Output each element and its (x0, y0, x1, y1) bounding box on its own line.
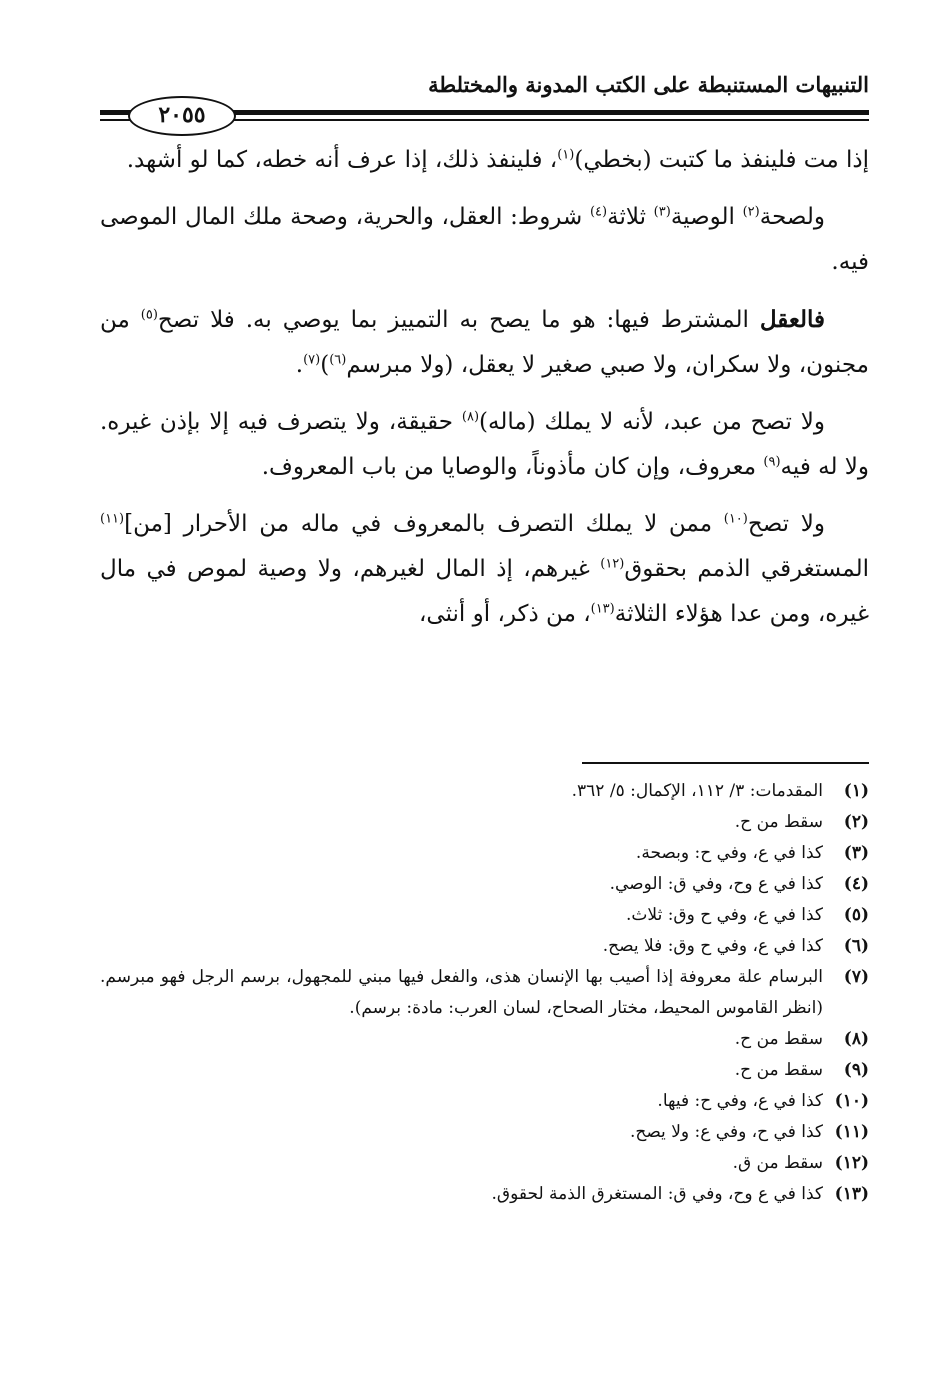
footnote-number: (٣) (843, 843, 869, 863)
footnote-11 (100, 1117, 869, 1148)
footnote-number: (١٠) (834, 1091, 869, 1111)
footnote-number: (١) (843, 781, 869, 801)
text-run: ولا تصح (747, 511, 825, 537)
footnote-5 (100, 900, 869, 931)
footnote-number: (٤) (843, 874, 869, 894)
footnote-ref-7: (٧) (303, 352, 321, 368)
running-title: التنبيهات المستنبطة على الكتب المدونة والمختلطة (428, 72, 869, 97)
text-run: معروف، وإن كان مأذوناً، والوصايا من باب المعروف. (261, 454, 764, 480)
text-run: الوصية (670, 204, 743, 230)
footnote-number: (٧) (843, 967, 869, 987)
footnote-13 (100, 1179, 869, 1210)
footnote-ref-13: (١٣) (590, 601, 615, 617)
footnote-6 (100, 931, 869, 962)
footnote-text: كذا في ع، وفي ح: فيها. (657, 1091, 823, 1111)
text-run: إذا مت فلينفذ ما كتبت (بخطي) (574, 147, 869, 173)
paragraph-5 (100, 502, 869, 637)
footnote-ref-1: (١) (557, 147, 575, 163)
footnote-text: سقط من ح. (734, 812, 823, 832)
footnote-ref-4: (٤) (589, 204, 608, 220)
footnote-text: سقط من ح. (734, 1029, 823, 1049)
text-run: حقيقة، ولا يتصرف فيه إلا بإذن غيره. ولا له فيه (100, 409, 869, 480)
footnote-text: كذا في ع، وفي ح وق: ثلاث. (626, 905, 823, 925)
footnote-text: سقط من ح. (734, 1060, 823, 1080)
lead-word: فالعقل (759, 306, 825, 333)
page-number: ٢٠٥٥ (128, 96, 236, 136)
footnote-ref-2: (٢) (742, 204, 760, 220)
footnote-separator (582, 762, 869, 764)
text-run: ولا تصح من عبد، لأنه لا يملك (ماله) (479, 409, 825, 435)
footnote-ref-9: (٩) (763, 454, 781, 470)
footnotes (100, 776, 869, 1210)
footnote-text: البرسام علة معروفة إذا أصيب بها الإنسان هذى، والفعل فيها مبني للمجهول، برسم الرجل فهو مبرسم. (انظر القاموس المحيط، مختار الصحاح، لسان العرب: مادة: برسم). (100, 967, 823, 1018)
footnote-4 (100, 869, 869, 900)
text-run: ولصحة (759, 204, 825, 230)
footnote-text: المقدمات: ٣/ ١١٢، الإكمال: ٥/ ٣٦٢. (571, 781, 823, 801)
footnote-10 (100, 1086, 869, 1117)
footnote-8 (100, 1024, 869, 1055)
footnote-9 (100, 1055, 869, 1086)
footnote-number: (٨) (843, 1029, 869, 1049)
footnote-number: (٢) (843, 812, 869, 832)
footnote-12 (100, 1148, 869, 1179)
text-run: ، فلينفذ ذلك، إذا عرف أنه خطه، كما لو أشهد. (126, 147, 558, 173)
footnote-number: (١١) (834, 1122, 869, 1142)
text-run: . (295, 352, 304, 378)
paragraph-2 (100, 195, 869, 285)
paragraph-3 (100, 297, 869, 388)
footnote-number: (٩) (843, 1060, 869, 1080)
footnote-ref-3: (٣) (653, 204, 671, 220)
paragraph-4 (100, 400, 869, 490)
text-run: من مجنون، ولا سكران، ولا صبي صغير لا يعقل، (ولا مبرسم (100, 307, 869, 378)
text-run: ) (320, 352, 330, 378)
footnote-ref-10: (١٠) (723, 511, 748, 527)
footnote-7 (100, 962, 869, 1024)
footnote-3 (100, 838, 869, 869)
footnote-ref-12: (١٢) (600, 556, 625, 572)
text-run: غيرهم، إذ المال لغيرهم، ولا وصية لموص في مال غيره، ومن عدا هؤلاء الثلاثة (100, 556, 869, 627)
footnote-text: كذا في ح، وفي ع: ولا يصح. (629, 1122, 823, 1142)
text-run: المشترط فيها: هو ما يصح به التمييز بما يوصي به. فلا تصح (157, 307, 760, 333)
footnote-ref-6: (٦) (329, 352, 347, 368)
footnote-ref-8: (٨) (461, 409, 480, 425)
text-run: ثلاثة (607, 204, 654, 230)
paragraph-1 (100, 138, 869, 183)
page-header (100, 70, 869, 130)
footnote-number: (٥) (843, 905, 869, 925)
footnote-ref-11: (١١) (100, 511, 125, 527)
text-run: ممن لا يملك التصرف بالمعروف في ماله من الأحرار [من] (124, 511, 724, 537)
footnote-text: كذا في ع وح، وفي ق: المستغرق الذمة لحقوق. (491, 1184, 823, 1204)
text-run: المستغرقي الذمم بحقوق (624, 556, 870, 582)
footnote-number: (٦) (843, 936, 869, 956)
footnote-text: كذا في ع، وفي ح: وبصحة. (635, 843, 823, 863)
text-run: شروط: العقل، والحرية، وصحة ملك المال الموصى فيه. (100, 204, 869, 275)
footnote-text: كذا في ع وح، وفي ق: الوصي. (609, 874, 823, 894)
footnote-ref-5: (٥) (140, 307, 158, 323)
footnote-2 (100, 807, 869, 838)
footnote-text: سقط من ق. (732, 1153, 823, 1173)
footnote-number: (١٢) (834, 1153, 869, 1173)
text-run: ، من ذكر، أو أنثى، (419, 601, 591, 627)
footnote-text: كذا في ع، وفي ح وق: فلا يصح. (602, 936, 823, 956)
main-text (100, 138, 869, 649)
footnote-1 (100, 776, 869, 807)
footnote-number: (١٣) (834, 1184, 869, 1204)
